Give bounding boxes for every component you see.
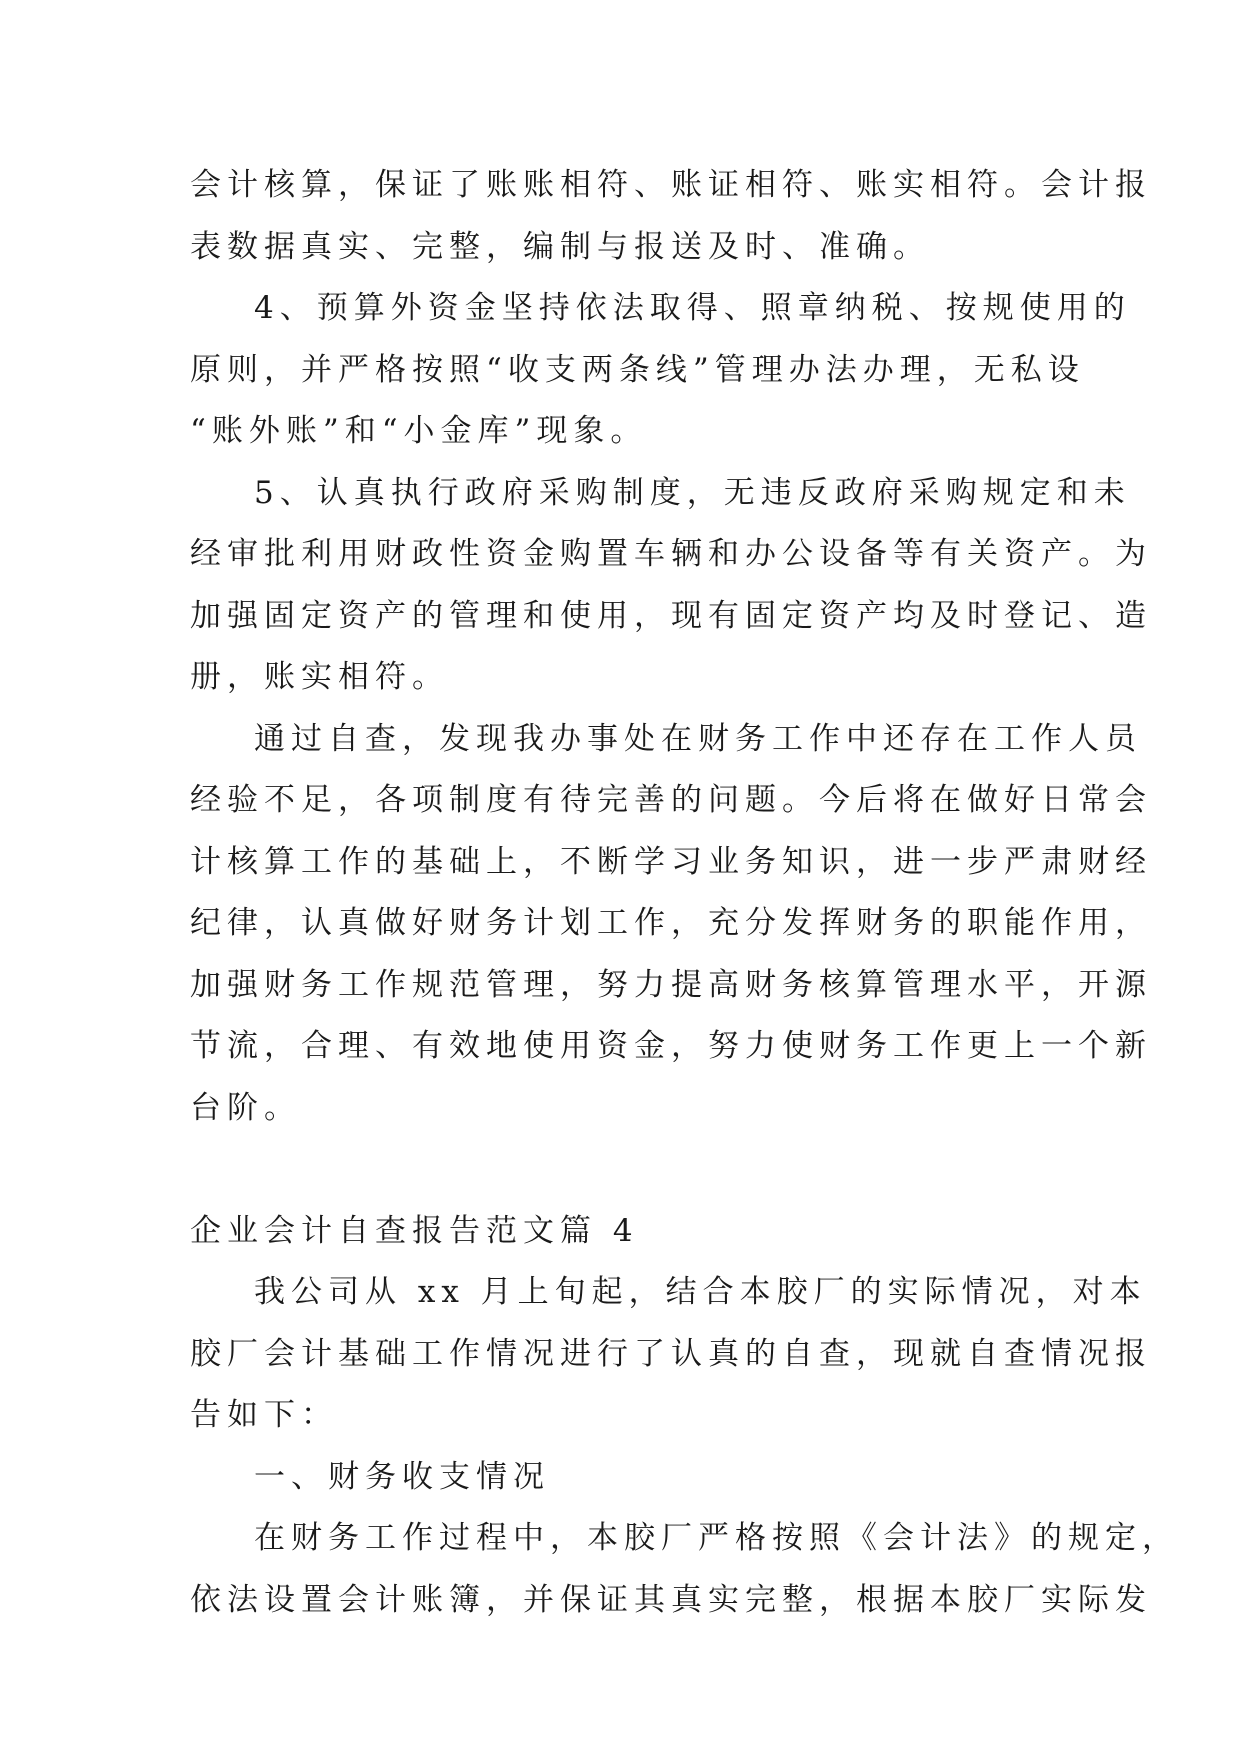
paragraph [190,1262,1152,1447]
text-line: 告如下： [190,1397,338,1433]
text-line: 计核算工作的基础上，不断学习业务知识，进一步严肃财经 [190,843,1152,880]
text-line: 我公司从 xx 月上旬起，结合本胶厂的实际情况，对本 [254,1274,1147,1310]
paragraph [190,155,1152,278]
section-spacer [190,1139,1070,1201]
paragraph [190,709,1152,1140]
text-line: “账外账”和“小金库”现象。 [190,413,648,449]
section-title: 企业会计自查报告范文篇 4 [190,1212,639,1249]
text-line: 册，账实相符。 [190,659,449,695]
paragraph [190,463,1152,709]
text-line: 表数据真实、完整，编制与报送及时、准确。 [190,228,930,265]
text-line: 加强财务工作规范管理，努力提高财务核算管理水平，开源 [190,966,1152,1003]
paragraph [190,278,1131,463]
text-line: 加强固定资产的管理和使用，现有固定资产均及时登记、造 [190,597,1152,634]
paragraph [190,1508,1179,1631]
text-line: 依法设置会计账簿，并保证其真实完整，根据本胶厂实际发 [190,1581,1152,1618]
text-line: 5、认真执行政府采购制度，无违反政府采购规定和未 [254,474,1131,511]
text-line: 会计核算，保证了账账相符、账证相符、账实相符。会计报 [190,167,1152,203]
text-line: 在财务工作过程中，本胶厂严格按照《会计法》的规定， [254,1520,1179,1556]
text-line: 经审批利用财政性资金购置车辆和办公设备等有关资产。为 [190,536,1152,572]
text-line: 原则，并严格按照“收支两条线”管理办法办理，无私设 [190,351,1085,388]
text-line: 纪律，认真做好财务计划工作，充分发挥财务的职能作用， [190,905,1152,941]
subheading [190,1447,1070,1509]
text-line: 胶厂会计基础工作情况进行了认真的自查，现就自查情况报 [190,1335,1152,1372]
text-line: 通过自查，发现我办事处在财务工作中还存在工作人员 [254,720,1142,757]
text-line: 台阶。 [190,1089,301,1126]
document-body [190,155,1179,1631]
text-line: 4、预算外资金坚持依法取得、照章纳税、按规使用的 [254,290,1131,326]
text-line: 经验不足，各项制度有待完善的问题。今后将在做好日常会 [190,782,1152,818]
text-line: 节流，合理、有效地使用资金，努力使财务工作更上一个新 [190,1028,1152,1064]
text-line: 一、财务收支情况 [254,1458,550,1495]
